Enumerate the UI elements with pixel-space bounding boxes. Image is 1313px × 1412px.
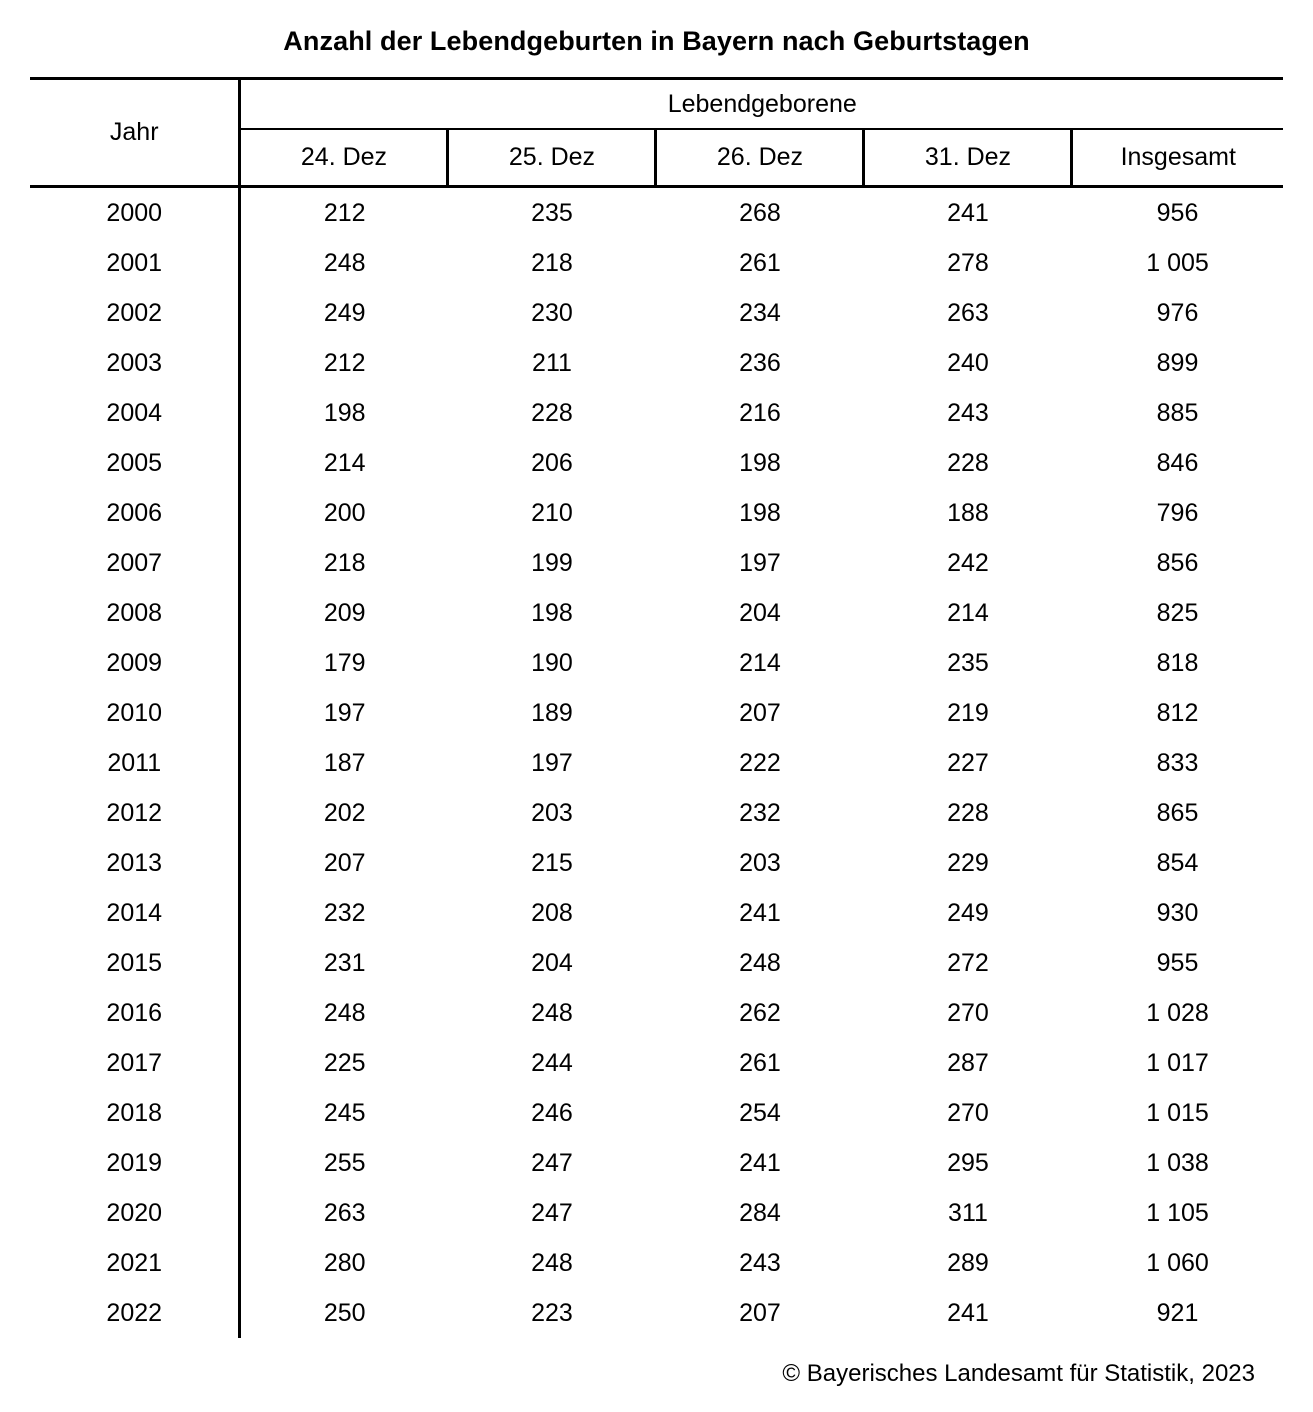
table-row xyxy=(30,938,1283,988)
cell-dec31: 229 xyxy=(947,848,989,877)
cell-year: 2010 xyxy=(30,688,240,738)
cell-dec31: 188 xyxy=(947,498,989,527)
cell-total: 825 xyxy=(1156,598,1199,627)
column-header-total: Insgesamt xyxy=(1072,129,1283,187)
cell-dec31: 242 xyxy=(947,548,989,577)
cell-total: 796 xyxy=(1156,498,1199,527)
cell-dec31: 214 xyxy=(947,598,989,627)
cell-dec25: 248 xyxy=(531,998,573,1027)
cell-dec24: 250 xyxy=(323,1298,366,1327)
cell-dec31: 241 xyxy=(947,1298,989,1327)
cell-dec31: 263 xyxy=(947,298,989,327)
table-row xyxy=(30,688,1283,738)
cell-year: 2017 xyxy=(30,1038,240,1088)
cell-dec31: 249 xyxy=(947,898,989,927)
table-row xyxy=(30,187,1283,239)
cell-total: 1 005 xyxy=(1146,248,1209,277)
cell-dec25: 215 xyxy=(531,848,573,877)
cell-dec26: 203 xyxy=(739,848,781,877)
cell-total: 856 xyxy=(1156,548,1199,577)
cell-dec24: 187 xyxy=(323,748,366,777)
cell-dec25: 218 xyxy=(531,248,573,277)
cell-dec31: 287 xyxy=(947,1048,989,1077)
cell-dec25: 208 xyxy=(531,898,573,927)
cell-year: 2007 xyxy=(30,538,240,588)
cell-dec31: 270 xyxy=(947,1098,989,1127)
cell-year: 2008 xyxy=(30,588,240,638)
cell-dec24: 197 xyxy=(323,698,366,727)
cell-dec26: 198 xyxy=(739,448,781,477)
column-header-year: Jahr xyxy=(30,79,240,187)
table-row xyxy=(30,1288,1283,1338)
cell-dec25: 248 xyxy=(531,1248,573,1277)
cell-dec31: 289 xyxy=(947,1248,989,1277)
cell-dec26: 254 xyxy=(739,1098,781,1127)
cell-dec25: 223 xyxy=(531,1298,573,1327)
cell-dec24: 225 xyxy=(323,1048,366,1077)
cell-total: 1 017 xyxy=(1146,1048,1209,1077)
cell-year: 2003 xyxy=(30,338,240,388)
cell-dec26: 262 xyxy=(739,998,781,1027)
cell-dec26: 248 xyxy=(739,948,781,977)
cell-dec24: 249 xyxy=(323,298,366,327)
table-row xyxy=(30,488,1283,538)
cell-dec26: 241 xyxy=(739,898,781,927)
cell-dec24: 202 xyxy=(323,798,366,827)
cell-dec31: 295 xyxy=(947,1148,989,1177)
cell-dec26: 197 xyxy=(739,548,781,577)
table-row xyxy=(30,388,1283,438)
cell-dec24: 214 xyxy=(323,448,366,477)
cell-year: 2002 xyxy=(30,288,240,338)
cell-dec24: 212 xyxy=(323,198,366,227)
cell-dec25: 189 xyxy=(531,698,573,727)
cell-total: 833 xyxy=(1156,748,1199,777)
cell-year: 2018 xyxy=(30,1088,240,1138)
cell-dec24: 263 xyxy=(323,1198,366,1227)
cell-year: 2012 xyxy=(30,788,240,838)
cell-dec24: 218 xyxy=(323,548,366,577)
cell-dec26: 198 xyxy=(739,498,781,527)
cell-dec24: 198 xyxy=(323,398,366,427)
cell-dec31: 227 xyxy=(947,748,989,777)
table-row xyxy=(30,738,1283,788)
table-row xyxy=(30,788,1283,838)
cell-dec26: 284 xyxy=(739,1198,781,1227)
cell-total: 846 xyxy=(1156,448,1199,477)
cell-dec31: 240 xyxy=(947,348,989,377)
cell-year: 2022 xyxy=(30,1288,240,1338)
source-note: © Bayerisches Landesamt für Statistik, 2023 xyxy=(782,1360,1255,1387)
table-row xyxy=(30,888,1283,938)
column-header-dec31: 31. Dez xyxy=(864,129,1072,187)
table-row xyxy=(30,1138,1283,1188)
cell-dec26: 204 xyxy=(739,598,781,627)
table-row xyxy=(30,1238,1283,1288)
cell-total: 955 xyxy=(1156,948,1199,977)
cell-dec25: 247 xyxy=(531,1148,573,1177)
cell-dec24: 212 xyxy=(323,348,366,377)
cell-dec25: 206 xyxy=(531,448,573,477)
cell-dec25: 198 xyxy=(531,598,573,627)
cell-dec26: 243 xyxy=(739,1248,781,1277)
cell-year: 2005 xyxy=(30,438,240,488)
cell-dec25: 246 xyxy=(531,1098,573,1127)
table-row xyxy=(30,588,1283,638)
cell-year: 2006 xyxy=(30,488,240,538)
cell-dec25: 190 xyxy=(531,648,573,677)
column-header-dec25: 25. Dez xyxy=(448,129,656,187)
cell-dec25: 211 xyxy=(532,348,572,377)
cell-dec25: 204 xyxy=(531,948,573,977)
table-row xyxy=(30,538,1283,588)
births-table xyxy=(30,77,1283,1338)
cell-dec24: 179 xyxy=(323,648,366,677)
cell-dec31: 219 xyxy=(947,698,989,727)
cell-dec25: 235 xyxy=(531,198,573,227)
cell-year: 2020 xyxy=(30,1188,240,1238)
cell-dec25: 197 xyxy=(531,748,573,777)
column-header-dec26: 26. Dez xyxy=(656,129,864,187)
cell-total: 1 015 xyxy=(1146,1098,1209,1127)
cell-dec24: 280 xyxy=(323,1248,366,1277)
cell-year: 2009 xyxy=(30,638,240,688)
cell-dec24: 207 xyxy=(323,848,366,877)
table-row xyxy=(30,288,1283,338)
cell-dec31: 235 xyxy=(947,648,989,677)
cell-total: 854 xyxy=(1156,848,1199,877)
cell-total: 1 028 xyxy=(1146,998,1209,1027)
cell-dec25: 244 xyxy=(531,1048,573,1077)
cell-dec26: 236 xyxy=(739,348,781,377)
cell-dec31: 270 xyxy=(947,998,989,1027)
cell-dec26: 268 xyxy=(739,198,781,227)
cell-dec24: 248 xyxy=(323,998,366,1027)
cell-total: 976 xyxy=(1156,298,1199,327)
cell-dec25: 230 xyxy=(531,298,573,327)
cell-dec25: 199 xyxy=(531,548,573,577)
table-row xyxy=(30,238,1283,288)
cell-total: 921 xyxy=(1156,1298,1199,1327)
cell-dec24: 209 xyxy=(323,598,366,627)
table-row xyxy=(30,838,1283,888)
cell-dec26: 232 xyxy=(739,798,781,827)
cell-year: 2019 xyxy=(30,1138,240,1188)
table-row xyxy=(30,438,1283,488)
page-title: Anzahl der Lebendgeburten in Bayern nach Geburtstagen xyxy=(283,26,1030,56)
cell-dec31: 272 xyxy=(947,948,989,977)
cell-total: 930 xyxy=(1156,898,1199,927)
cell-total: 885 xyxy=(1156,398,1199,427)
table-row xyxy=(30,1088,1283,1138)
cell-dec31: 241 xyxy=(947,198,989,227)
cell-dec24: 255 xyxy=(323,1148,366,1177)
cell-total: 956 xyxy=(1156,198,1199,227)
cell-dec26: 214 xyxy=(739,648,781,677)
cell-dec31: 311 xyxy=(948,1198,988,1227)
table-header xyxy=(30,79,1283,187)
cell-dec26: 207 xyxy=(739,698,781,727)
cell-dec25: 203 xyxy=(531,798,573,827)
cell-year: 2014 xyxy=(30,888,240,938)
cell-dec26: 241 xyxy=(739,1148,781,1177)
cell-year: 2000 xyxy=(30,187,240,239)
cell-total: 818 xyxy=(1156,648,1199,677)
cell-total: 1 060 xyxy=(1146,1248,1209,1277)
cell-dec24: 232 xyxy=(323,898,366,927)
cell-dec26: 222 xyxy=(739,748,781,777)
cell-dec31: 228 xyxy=(947,798,989,827)
table-row xyxy=(30,638,1283,688)
cell-dec31: 243 xyxy=(947,398,989,427)
cell-total: 1 105 xyxy=(1146,1198,1209,1227)
cell-dec26: 207 xyxy=(739,1298,781,1327)
table-row xyxy=(30,338,1283,388)
cell-dec26: 261 xyxy=(739,248,781,277)
cell-dec25: 210 xyxy=(531,498,573,527)
cell-total: 812 xyxy=(1156,698,1199,727)
cell-total: 1 038 xyxy=(1146,1148,1209,1177)
cell-dec24: 231 xyxy=(323,948,366,977)
table-row xyxy=(30,988,1283,1038)
cell-total: 865 xyxy=(1156,798,1199,827)
cell-year: 2004 xyxy=(30,388,240,438)
cell-year: 2001 xyxy=(30,238,240,288)
cell-year: 2011 xyxy=(30,738,240,788)
table-body xyxy=(30,187,1283,1339)
column-group-header-livebirths: Lebendgeborene xyxy=(240,79,1283,130)
cell-dec26: 216 xyxy=(739,398,781,427)
cell-dec26: 261 xyxy=(739,1048,781,1077)
table-row xyxy=(30,1188,1283,1238)
cell-dec26: 234 xyxy=(739,298,781,327)
cell-dec31: 228 xyxy=(947,448,989,477)
cell-year: 2021 xyxy=(30,1238,240,1288)
cell-dec24: 245 xyxy=(323,1098,366,1127)
cell-year: 2015 xyxy=(30,938,240,988)
cell-total: 899 xyxy=(1156,348,1199,377)
cell-dec31: 278 xyxy=(947,248,989,277)
cell-dec24: 248 xyxy=(323,248,366,277)
table-row xyxy=(30,1038,1283,1088)
column-header-dec24: 24. Dez xyxy=(240,129,448,187)
cell-year: 2016 xyxy=(30,988,240,1038)
cell-year: 2013 xyxy=(30,838,240,888)
cell-dec24: 200 xyxy=(323,498,366,527)
cell-dec25: 228 xyxy=(531,398,573,427)
cell-dec25: 247 xyxy=(531,1198,573,1227)
